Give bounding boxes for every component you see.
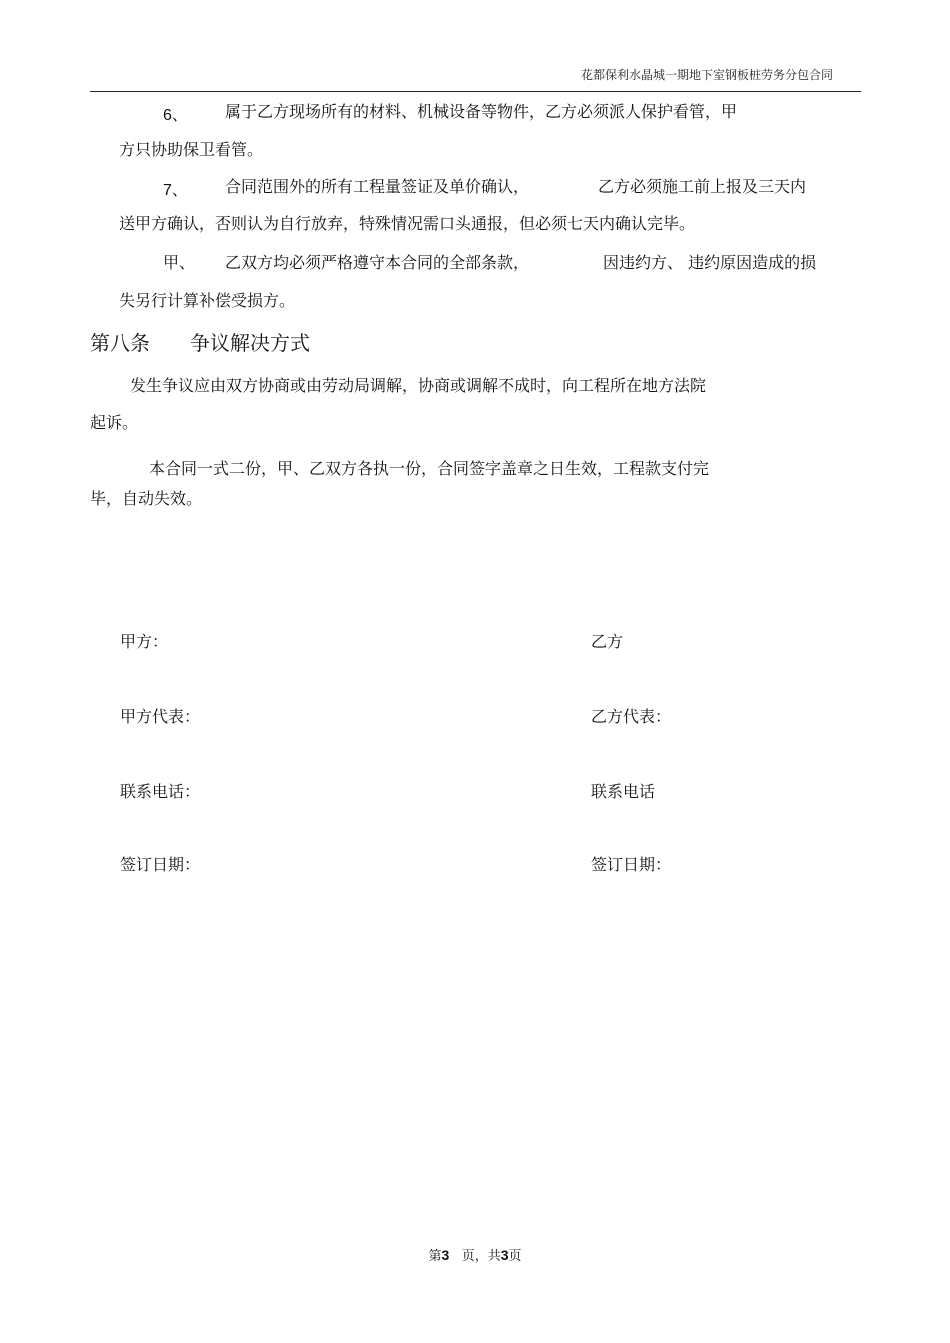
clause-7-line2: 送甲方确认，否则认为自行放弃，特殊情况需口头通报，但必须七天内确认完毕。 [119,214,696,233]
article-8-para2-line2: 毕，自动失效。 [90,489,203,508]
footer-suffix: 页 [508,1249,522,1264]
party-b-date-label: 签订日期： [591,855,672,874]
clause-8-line1b: 因违约方、 违约原因造成的损 [603,253,817,272]
clause-8-lead: 甲、 [163,253,196,272]
clause-6-number: 6、 [163,107,188,124]
footer-page-number: 3 [441,1247,450,1263]
clause-6-line1: 属于乙方现场所有的材料、机械设备等物件，乙方必须派人保护看管，甲 [225,102,738,121]
party-b-representative-label: 乙方代表： [591,707,672,726]
clause-6-line2: 方只协助保卫看管。 [119,140,264,159]
party-a-phone-label: 联系电话： [120,782,201,801]
footer-middle: 页，共 [461,1249,501,1264]
party-a-representative-label: 甲方代表： [120,707,201,726]
clause-7-number: 7、 [163,182,188,199]
clause-7-line1a: 合同范围外的所有工程量签证及单价确认， [225,177,530,196]
party-a-label: 甲方： [120,632,169,651]
footer-total-pages: 3 [500,1247,509,1263]
clause-8-line2: 失另行计算补偿受损方。 [119,291,296,310]
party-b-phone-label: 联系电话 [591,782,656,801]
article-8-para1-line2: 起诉。 [90,413,139,432]
party-a-date-label: 签订日期： [120,855,201,874]
footer-prefix: 第 [428,1249,442,1264]
clause-7-line1b: 乙方必须施工前上报及三天内 [598,177,807,196]
article-8-number: 第八条 [90,331,150,355]
article-8-title: 争议解决方式 [190,331,310,355]
article-8-para1-line1: 发生争议应由双方协商或由劳动局调解，协商或调解不成时，向工程所在地方法院 [130,376,707,395]
header-divider [90,91,861,92]
article-8-para2-line1: 本合同一式二份，甲、乙双方各执一份，合同签字盖章之日生效，工程款支付完 [149,459,710,478]
document-header-title: 花都保利水晶城一期地下室钢板桩劳务分包合同 [580,68,833,82]
party-b-label: 乙方 [591,632,624,651]
page-footer [0,1245,950,1264]
clause-8-line1a: 乙双方均必须严格遵守本合同的全部条款， [225,253,530,272]
